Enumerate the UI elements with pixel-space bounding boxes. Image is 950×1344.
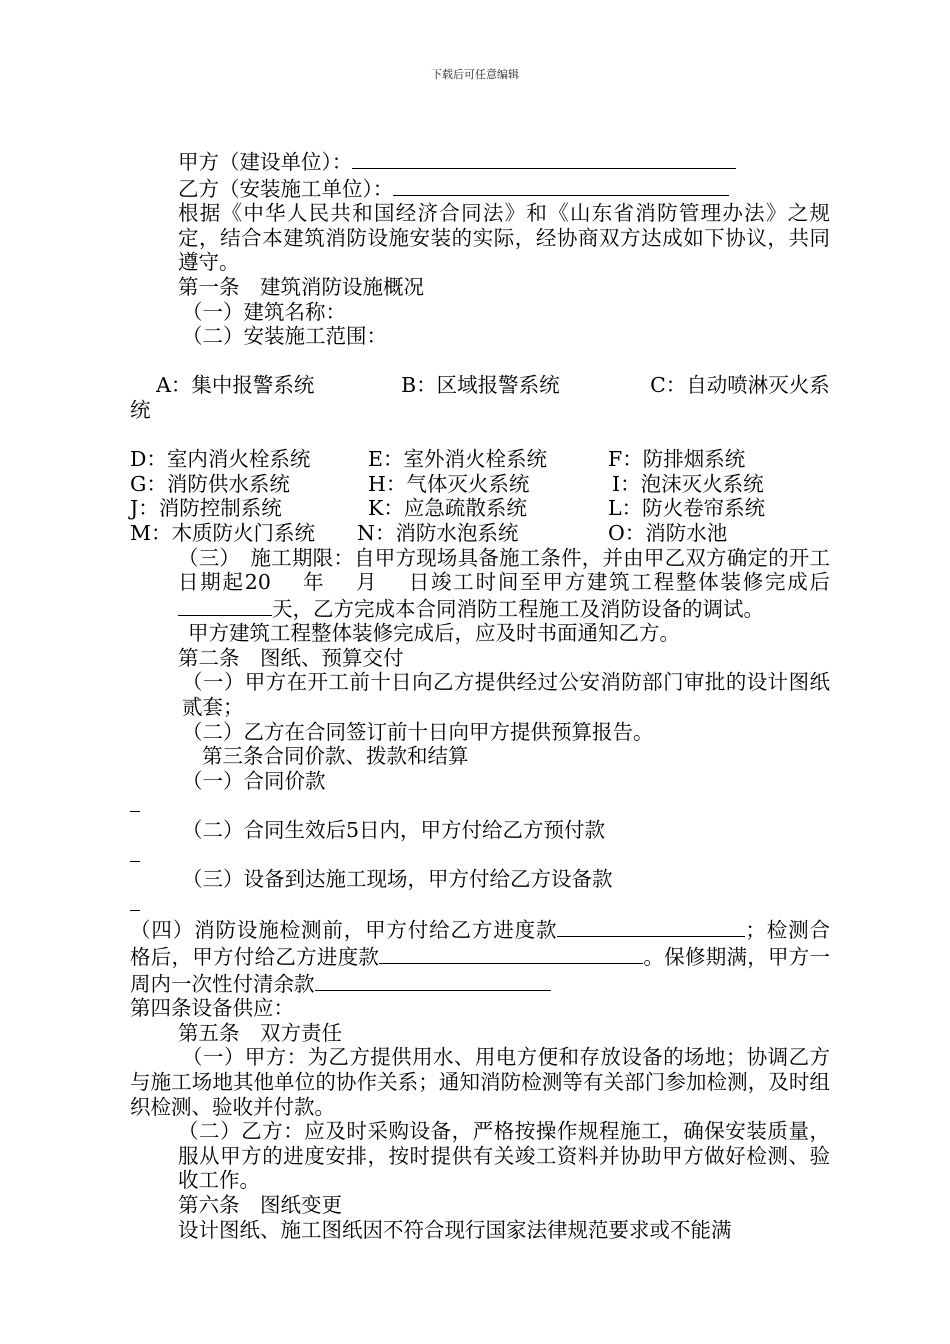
construction-period-text: （三） 施工期限：自甲方现场具备施工条件，并由甲乙双方确定的开工日期起20 年 月 日竣工时间至甲方建筑工程整体装修完成后	[178, 545, 830, 595]
system-row-2	[130, 447, 830, 472]
article-5-item-1	[130, 1045, 830, 1119]
system-l: L：防火卷帘系统	[608, 496, 766, 521]
system-i: I：泡沫灭火系统	[612, 471, 764, 496]
advance-payment: （二）合同生效后5日内，甲方付给乙方预付款	[182, 818, 606, 843]
system-o: O：消防水池	[608, 520, 728, 545]
equipment-payment: （三）设备到达施工现场，甲方付给乙方设备款	[182, 867, 613, 892]
system-h: H：气体灭火系统	[368, 471, 530, 496]
article-5-item-1-text: （一）甲方：为乙方提供用水、用电方便和存放设备的场地；协调乙方与施工场地其他单位的协作关系；通知消防检测等有关部门参加检测，及时组织检测、验收并付款。	[130, 1045, 830, 1119]
system-g: G：消防供水系统	[130, 471, 290, 496]
progress-payment-blank-2[interactable]	[379, 943, 643, 964]
days-blank[interactable]	[178, 595, 272, 616]
progress-payment-text-3: 。保修期满，甲方一周内一次性付清余款	[130, 945, 831, 996]
system-row-1	[130, 349, 830, 447]
system-b: B：区域报警系统	[401, 373, 560, 398]
system-a: A：集中报警系统	[156, 373, 315, 398]
progress-payment-text: （四）消防设施检测前，甲方付给乙方进度款	[130, 918, 558, 943]
page-header: 下载后可任意编辑	[431, 68, 519, 81]
system-c: C：自动喷淋灭火系统	[130, 373, 830, 422]
system-f: F：防排烟系统	[608, 447, 746, 472]
install-scope: （二）安装施工范围：	[182, 324, 387, 349]
article-5-title: 第五条 双方责任	[178, 1020, 342, 1045]
party-b-line	[130, 175, 830, 202]
system-m: M：木质防火门系统	[130, 520, 315, 545]
building-name: （一）建筑名称：	[182, 299, 346, 324]
system-row-4	[130, 496, 830, 521]
article-6-title: 第六条 图纸变更	[178, 1192, 342, 1217]
party-b-label: 乙方（安装施工单位）：	[178, 176, 394, 201]
advance-payment-blank[interactable]	[130, 843, 830, 868]
party-a-blank[interactable]	[352, 148, 736, 169]
article-5-item-2: （二）乙方：应及时采购设备，严格按操作规程施工，确保安装质量，服从甲方的进度安排，按时提供有关竣工资料并协助甲方做好检测、验收工作。	[178, 1119, 830, 1193]
balance-blank[interactable]	[315, 970, 551, 991]
article-2-title: 第二条 图纸、预算交付	[178, 645, 404, 670]
progress-payment-text-2: ；检测合格后，甲方付给乙方进度款	[130, 918, 830, 969]
notice-line: 甲方建筑工程整体装修完成后，应及时书面通知乙方。	[188, 621, 680, 646]
article-2-item-1: （一）甲方在开工前十日向乙方提供经过公安消防部门审批的设计图纸贰套；	[182, 670, 830, 720]
article-3-title: 第三条合同价款、拨款和结算	[202, 744, 469, 769]
article-1-title: 第一条 建筑消防设施概况	[178, 274, 424, 299]
party-a-label: 甲方（建设单位）：	[178, 150, 353, 174]
party-a-line	[130, 148, 830, 175]
system-d: D：室内消火栓系统	[130, 447, 311, 472]
system-k: K：应急疏散系统	[368, 496, 527, 521]
contract-price: （一）合同价款	[182, 768, 326, 793]
progress-payment	[130, 916, 830, 996]
system-j: J：消防控制系统	[130, 496, 282, 521]
progress-payment-blank-1[interactable]	[557, 916, 745, 937]
article-2-item-2: （二）乙方在合同签订前十日向甲方提供预算报告。	[182, 719, 654, 744]
system-row-5	[130, 521, 830, 546]
construction-period-tail: 天，乙方完成本合同消防工程施工及消防设备的调试。	[272, 596, 764, 621]
party-b-blank[interactable]	[393, 175, 729, 196]
article-4-title: 第四条设备供应：	[130, 996, 294, 1021]
system-e: E：室外消火栓系统	[368, 447, 547, 472]
system-n: N：消防水泡系统	[357, 520, 519, 545]
contract-price-blank[interactable]	[130, 793, 830, 818]
equipment-payment-blank[interactable]	[130, 892, 830, 917]
system-row-3	[130, 472, 830, 497]
construction-period	[130, 546, 830, 622]
article-6-item-1: 设计图纸、施工图纸因不符合现行国家法律规范要求或不能满	[178, 1217, 732, 1242]
preamble: 根据《中华人民共和国经济合同法》和《山东省消防管理办法》之规定，结合本建筑消防设施安装的实际，经协商双方达成如下协议，共同遵守。	[178, 201, 830, 275]
contract-body	[130, 148, 830, 1242]
